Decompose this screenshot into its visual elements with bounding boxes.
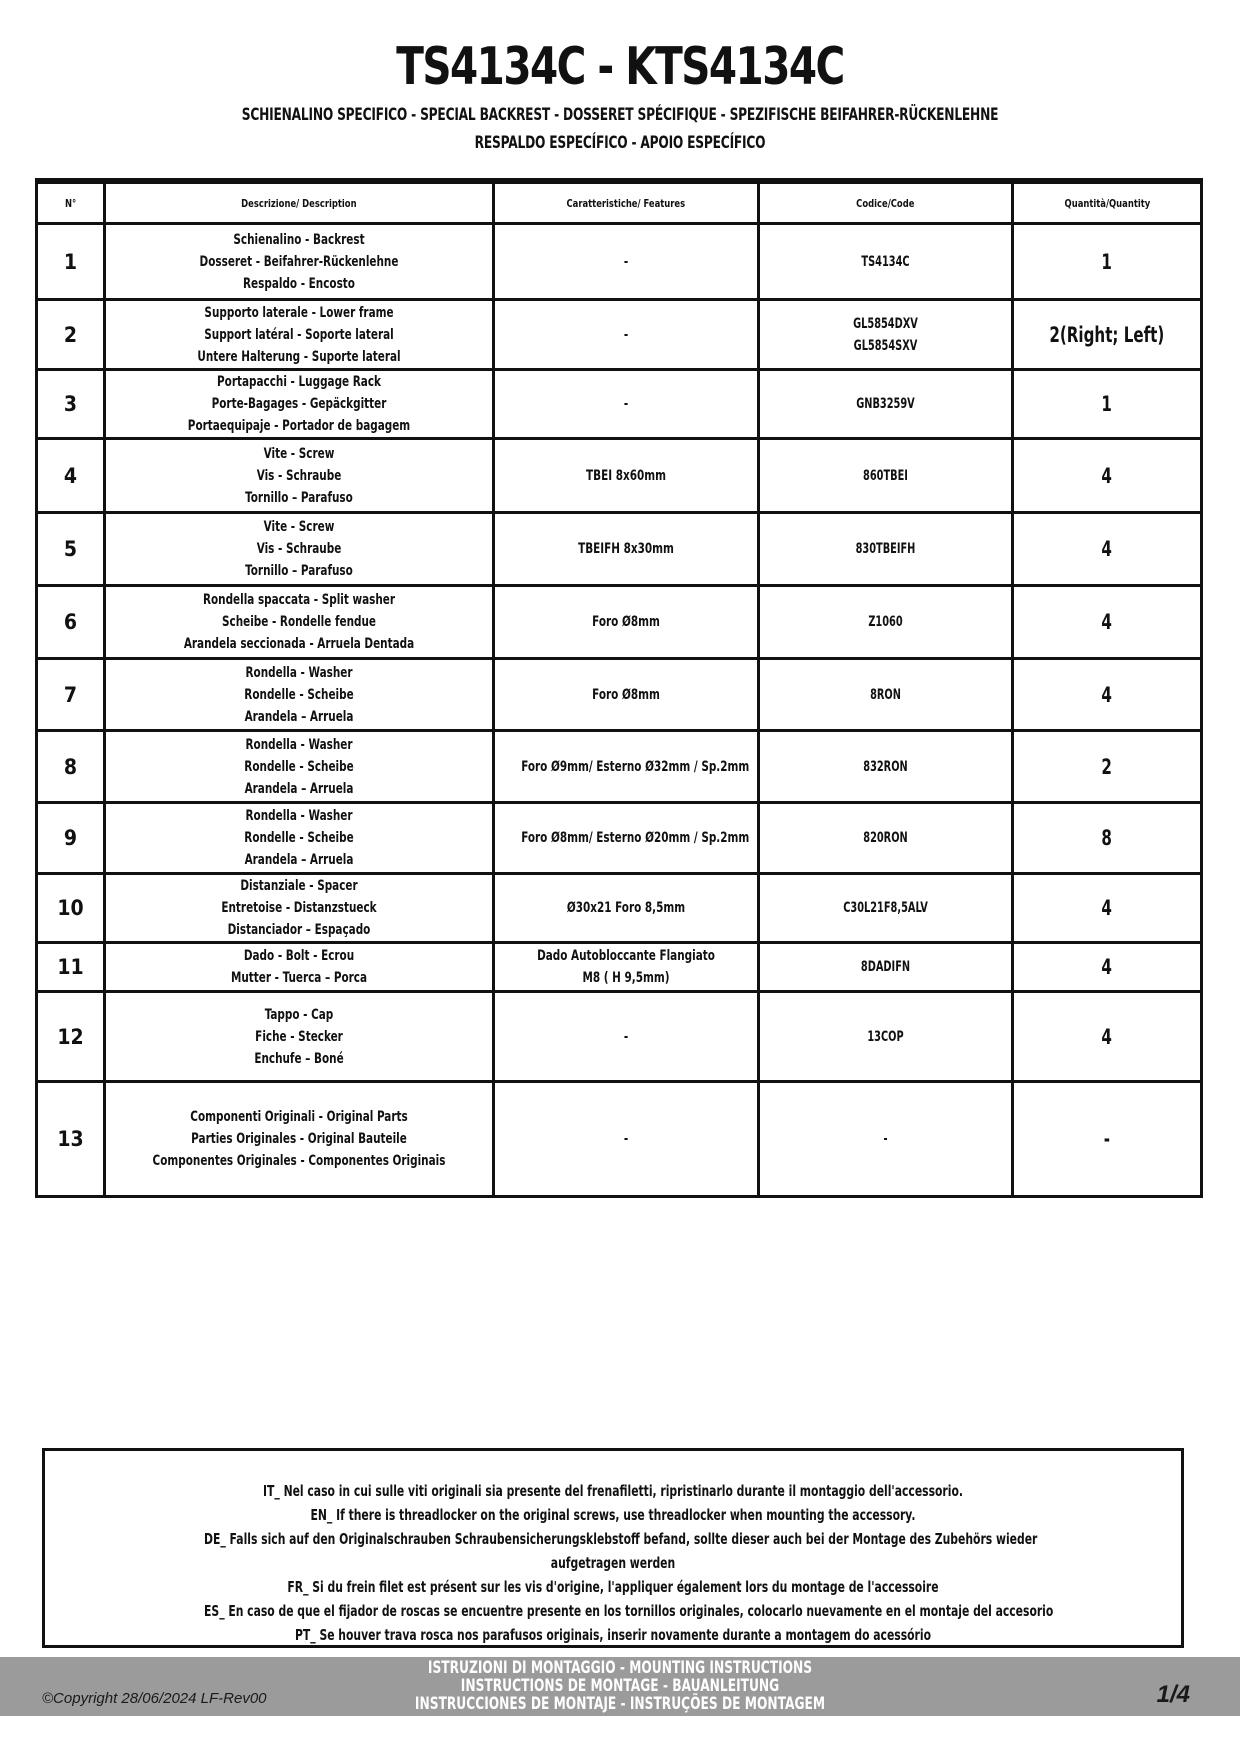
cell-features bbox=[494, 370, 759, 439]
cell-quantity-value: 4 bbox=[1101, 955, 1113, 979]
note-line: PT_ Se houver trava rosca nos parafusos originais, inserir novamente durante a montagem do acessório bbox=[294, 1626, 932, 1644]
cell-description bbox=[105, 803, 494, 874]
cell-features bbox=[494, 300, 759, 370]
cell-quantity-value: 1 bbox=[1101, 392, 1113, 416]
table-row bbox=[37, 370, 1202, 439]
note-line: FR_ Si du frein filet est présent sur les vis d'origine, l'appliquer également lors du montage de l'accessoire bbox=[287, 1578, 939, 1596]
cell-code bbox=[759, 300, 1013, 370]
cell-code-line: 830TBEIFH bbox=[855, 541, 916, 557]
table-row bbox=[37, 874, 1202, 943]
cell-quantity-value: 4 bbox=[1101, 610, 1113, 634]
table-row bbox=[37, 586, 1202, 659]
cell-description-line: Distanziale - Spacer bbox=[240, 878, 358, 894]
cell-quantity-value: 4 bbox=[1101, 463, 1113, 488]
column-header-description: Descrizione/ Description bbox=[105, 181, 494, 224]
cell-code bbox=[759, 874, 1013, 943]
cell-quantity bbox=[1013, 731, 1202, 803]
cell-number: 12 bbox=[37, 992, 105, 1082]
note-line: DE_ Falls sich auf den Originalschrauben Schraubensicherungsklebstoff befand, sollte dieser auch bei der Montage des Zubehörs wieder bbox=[204, 1530, 1038, 1548]
instructions-line-3: INSTRUCCIONES DE MONTAJE - INSTRUÇÕES DE MONTAGEM bbox=[414, 1694, 826, 1714]
cell-quantity bbox=[1013, 300, 1202, 370]
table-row bbox=[37, 731, 1202, 803]
cell-description bbox=[105, 992, 494, 1082]
cell-features bbox=[494, 224, 759, 300]
cell-number: 10 bbox=[37, 874, 105, 943]
cell-code bbox=[759, 731, 1013, 803]
cell-features-line: TBEI 8x60mm bbox=[586, 467, 666, 484]
cell-features bbox=[494, 874, 759, 943]
instructions-line-2: INSTRUCTIONS DE MONTAGE - BAUANLEITUNG bbox=[460, 1676, 780, 1696]
cell-features-line: - bbox=[623, 326, 629, 343]
cell-quantity-value: 8 bbox=[1101, 826, 1113, 850]
cell-code bbox=[759, 803, 1013, 874]
cell-description-line: Entretoise - Distanzstueck bbox=[221, 900, 377, 916]
instructions-line-1: ISTRUZIONI DI MONTAGGIO - MOUNTING INSTRUCTIONS bbox=[427, 1658, 813, 1678]
cell-features bbox=[494, 1082, 759, 1197]
cell-code bbox=[759, 439, 1013, 513]
cell-description bbox=[105, 943, 494, 992]
cell-features-line: Foro Ø8mm bbox=[592, 614, 660, 630]
cell-description-line: Componentes Originales - Componentes Originais bbox=[152, 1153, 446, 1169]
cell-description-line: Arandela – Arruela bbox=[244, 708, 354, 725]
table-row bbox=[37, 513, 1202, 586]
cell-number: 1 bbox=[37, 224, 105, 300]
cell-description-line: Vite - Screw bbox=[263, 445, 335, 462]
cell-code bbox=[759, 992, 1013, 1082]
cell-features-line: Foro Ø8mm bbox=[592, 686, 660, 703]
cell-description-line: Scheibe - Rondelle fendue bbox=[221, 614, 376, 630]
cell-description-line: Componenti Originali - Original Parts bbox=[190, 1109, 408, 1125]
cell-description-line: Tornillo – Parafuso bbox=[245, 563, 353, 579]
cell-quantity bbox=[1013, 943, 1202, 992]
cell-description-line: Mutter - Tuerca – Porca bbox=[230, 970, 368, 986]
cell-code-line: 820RON bbox=[863, 830, 908, 846]
threadlocker-notes-box bbox=[42, 1448, 1184, 1648]
table-row bbox=[37, 224, 1202, 300]
cell-code-line: 13COP bbox=[867, 1028, 904, 1045]
cell-quantity-value: 4 bbox=[1101, 682, 1113, 707]
cell-features-line: - bbox=[623, 1028, 629, 1045]
cell-description-line: Untere Halterung - Suporte lateral bbox=[197, 348, 401, 365]
cell-quantity bbox=[1013, 513, 1202, 586]
cell-number: 13 bbox=[37, 1082, 105, 1197]
cell-description-line: Portaequipaje - Portador de bagagem bbox=[187, 418, 411, 434]
cell-code-line: - bbox=[883, 1131, 888, 1147]
cell-description-line: Enchufe – Boné bbox=[254, 1050, 344, 1067]
cell-description-line: Supporto laterale - Lower frame bbox=[204, 304, 394, 321]
cell-description bbox=[105, 586, 494, 659]
cell-quantity-value: 4 bbox=[1101, 896, 1113, 920]
cell-quantity-value: 4 bbox=[1101, 1024, 1113, 1049]
cell-features-line: - bbox=[623, 1131, 629, 1147]
cell-code-line: 832RON bbox=[863, 758, 908, 775]
cell-code-line: Z1060 bbox=[868, 614, 903, 630]
cell-code-line: 8DADIFN bbox=[860, 959, 911, 975]
cell-description bbox=[105, 300, 494, 370]
cell-description-line: Porte-Bagages - Gepäckgitter bbox=[211, 396, 387, 412]
note-line: EN_ If there is threadlocker on the original screws, use threadlocker when mounting the accessory. bbox=[310, 1506, 916, 1524]
cell-description bbox=[105, 370, 494, 439]
cell-features bbox=[494, 586, 759, 659]
cell-description-line: Parties Originales - Original Bauteile bbox=[191, 1131, 407, 1147]
cell-code-line: 8RON bbox=[870, 686, 901, 703]
cell-quantity bbox=[1013, 992, 1202, 1082]
table-row bbox=[37, 439, 1202, 513]
cell-code bbox=[759, 1082, 1013, 1197]
cell-quantity-value: 2 bbox=[1101, 754, 1113, 779]
cell-description-line: Tornillo – Parafuso bbox=[245, 489, 353, 506]
cell-code-line: GL5854SXV bbox=[853, 337, 918, 354]
cell-code bbox=[759, 943, 1013, 992]
cell-features bbox=[494, 731, 759, 803]
cell-quantity bbox=[1013, 874, 1202, 943]
cell-description-line: Rondelle - Scheibe bbox=[244, 686, 354, 703]
cell-description-line: Vite - Screw bbox=[263, 519, 335, 535]
cell-features-line: - bbox=[623, 396, 629, 412]
cell-description bbox=[105, 659, 494, 731]
cell-description-line: Tappo - Cap bbox=[264, 1006, 334, 1023]
cell-number: 9 bbox=[37, 803, 105, 874]
cell-code bbox=[759, 513, 1013, 586]
cell-code-line: GL5854DXV bbox=[853, 315, 918, 332]
cell-quantity bbox=[1013, 1082, 1202, 1197]
cell-features-line: Ø30x21 Foro 8,5mm bbox=[566, 900, 686, 916]
cell-features-line: M8 ( H 9,5mm) bbox=[582, 970, 670, 986]
cell-number: 8 bbox=[37, 731, 105, 803]
cell-features bbox=[494, 659, 759, 731]
column-header-number: N° bbox=[37, 181, 105, 224]
cell-number: 3 bbox=[37, 370, 105, 439]
cell-quantity-value: 4 bbox=[1101, 537, 1113, 561]
cell-quantity-value: 2(Right; Left) bbox=[1049, 322, 1165, 347]
cell-description-line: Arandela – Arruela bbox=[244, 852, 354, 868]
cell-description-line: Distanciador – Espaçado bbox=[227, 922, 371, 938]
table-row bbox=[37, 943, 1202, 992]
cell-quantity-value: - bbox=[1103, 1127, 1111, 1151]
cell-description bbox=[105, 224, 494, 300]
note-line: IT_ Nel caso in cui sulle viti originali sia presente del frenafiletti, ripristinarlo durante il montaggio dell'accessorio. bbox=[263, 1482, 963, 1500]
cell-description bbox=[105, 439, 494, 513]
cell-code-line: C30L21F8,5ALV bbox=[843, 900, 928, 916]
cell-description-line: Schienalino - Backrest bbox=[233, 231, 365, 248]
note-line: ES_ En caso de que el fijador de roscas se encuentre presente en los tornillos originales, colocarlo nuevamente en el montaje del accesorio bbox=[204, 1602, 1054, 1620]
table-row bbox=[37, 803, 1202, 874]
cell-number: 7 bbox=[37, 659, 105, 731]
column-header-code: Codice/Code bbox=[759, 181, 1013, 224]
cell-quantity bbox=[1013, 439, 1202, 513]
cell-description-line: Dosseret - Beifahrer-Rückenlehne bbox=[199, 253, 399, 270]
cell-quantity-value: 1 bbox=[1101, 249, 1113, 274]
cell-description bbox=[105, 731, 494, 803]
cell-description-line: Fiche - Stecker bbox=[255, 1028, 343, 1045]
cell-code bbox=[759, 586, 1013, 659]
cell-description bbox=[105, 1082, 494, 1197]
cell-description-line: Rondella - Washer bbox=[245, 664, 353, 681]
cell-number: 4 bbox=[37, 439, 105, 513]
cell-description-line: Portapacchi - Luggage Rack bbox=[217, 374, 381, 390]
cell-quantity bbox=[1013, 224, 1202, 300]
cell-number: 5 bbox=[37, 513, 105, 586]
table-row bbox=[37, 300, 1202, 370]
cell-quantity bbox=[1013, 659, 1202, 731]
cell-code bbox=[759, 659, 1013, 731]
cell-quantity bbox=[1013, 370, 1202, 439]
cell-description bbox=[105, 874, 494, 943]
cell-number: 11 bbox=[37, 943, 105, 992]
cell-description-line: Vis - Schraube bbox=[256, 467, 342, 484]
cell-code-line: GNB3259V bbox=[856, 396, 915, 412]
note-line: aufgetragen werden bbox=[550, 1554, 676, 1572]
table-row bbox=[37, 1082, 1202, 1197]
document-subtitle-line-1: SCHIENALINO SPECIFICO - SPECIAL BACKREST - DOSSERET SPÉCIFIQUE - SPEZIFISCHE BEIFAHRER-RÜCKENLEHNE bbox=[241, 105, 999, 125]
cell-features bbox=[494, 943, 759, 992]
copyright-text: ©Copyright 28/06/2024 LF-Rev00 bbox=[42, 1690, 267, 1707]
cell-features-line: Foro Ø9mm/ Esterno Ø32mm / Sp.2mm bbox=[521, 758, 750, 775]
column-header-quantity: Quantità/Quantity bbox=[1013, 181, 1202, 224]
footer-band bbox=[0, 1657, 1240, 1716]
cell-quantity bbox=[1013, 803, 1202, 874]
cell-number: 6 bbox=[37, 586, 105, 659]
document-title: TS4134C - KTS4134C bbox=[396, 37, 844, 97]
cell-description-line: Rondelle - Scheibe bbox=[244, 758, 354, 775]
mounting-instructions-label bbox=[0, 1659, 1240, 1713]
cell-description-line: Arandela – Arruela bbox=[244, 780, 354, 797]
cell-quantity bbox=[1013, 586, 1202, 659]
cell-description-line: Respaldo - Encosto bbox=[243, 275, 355, 292]
cell-code bbox=[759, 370, 1013, 439]
table-header-row bbox=[37, 181, 1202, 224]
cell-code-line: TS4134C bbox=[861, 253, 910, 270]
cell-description-line: Vis - Schraube bbox=[256, 541, 342, 557]
cell-description-line: Rondella - Washer bbox=[245, 736, 353, 753]
cell-features-line: TBEIFH 8x30mm bbox=[578, 541, 674, 557]
cell-description-line: Rondella spaccata - Split washer bbox=[202, 592, 396, 608]
cell-description-line: Dado - Bolt - Ecrou bbox=[243, 948, 355, 964]
cell-features bbox=[494, 992, 759, 1082]
cell-features-line: Dado Autobloccante Flangiato bbox=[537, 948, 715, 964]
cell-features bbox=[494, 803, 759, 874]
column-header-features: Caratteristiche/ Features bbox=[494, 181, 759, 224]
cell-number: 2 bbox=[37, 300, 105, 370]
cell-features-line: - bbox=[623, 253, 629, 270]
cell-description bbox=[105, 513, 494, 586]
parts-table bbox=[35, 178, 1203, 1198]
document-subtitle-line-2: RESPALDO ESPECÍFICO - APOIO ESPECÍFICO bbox=[474, 133, 766, 153]
cell-code bbox=[759, 224, 1013, 300]
page-number: 1/4 bbox=[1156, 1681, 1190, 1708]
cell-description-line: Arandela seccionada - Arruela Dentada bbox=[183, 636, 415, 652]
cell-description-line: Rondella - Washer bbox=[245, 808, 353, 824]
cell-description-line: Support latéral - Soporte lateral bbox=[204, 326, 394, 343]
table-row bbox=[37, 659, 1202, 731]
cell-features bbox=[494, 439, 759, 513]
cell-features bbox=[494, 513, 759, 586]
cell-description-line: Rondelle - Scheibe bbox=[244, 830, 354, 846]
cell-features-line: Foro Ø8mm/ Esterno Ø20mm / Sp.2mm bbox=[521, 830, 750, 846]
cell-code-line: 860TBEI bbox=[863, 467, 908, 484]
table-row bbox=[37, 992, 1202, 1082]
